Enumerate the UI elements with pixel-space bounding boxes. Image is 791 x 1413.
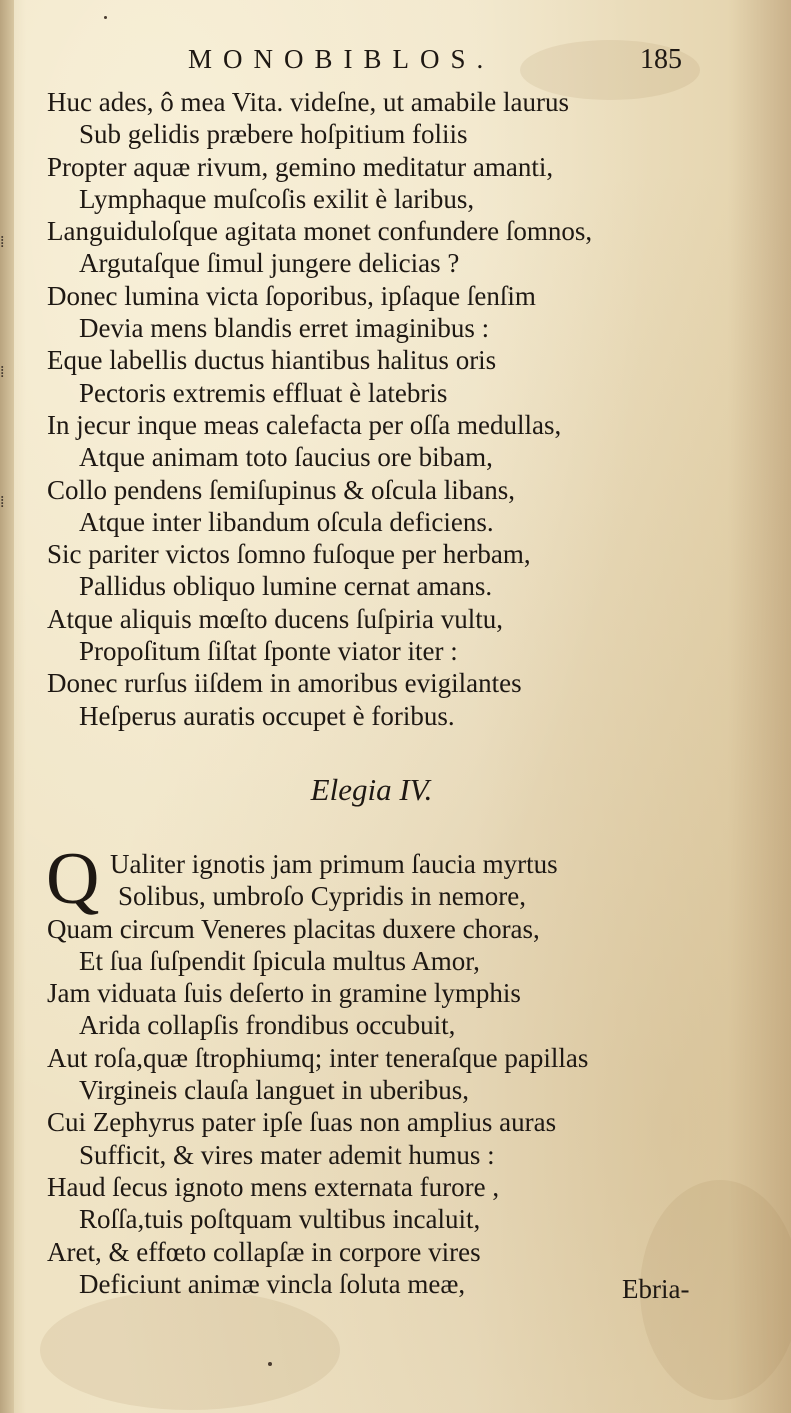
verse-line: Pectoris extremis effluat è latebris <box>79 377 448 408</box>
verse-line: Donec lumina victa ſoporibus, ipſaque ſenſim <box>47 280 536 311</box>
verse-line: Quam circum Veneres placitas duxere choras, <box>47 913 540 944</box>
verse-line: Roſſa,tuis poſtquam vultibus incaluit, <box>79 1204 481 1235</box>
verse-line: Atque animam toto ſaucius ore bibam, <box>79 442 493 473</box>
margin-mark: ⁞ <box>0 232 5 251</box>
drop-cap: Q <box>46 837 100 920</box>
verse-line: Huc ades, ô mea Vita. videſne, ut amabile laurus <box>47 87 569 117</box>
verse-line: Aret, & effœto collapſæ in corpore vires <box>47 1236 481 1267</box>
verse-line: Arida collapſis frondibus occubuit, <box>79 1010 456 1041</box>
margin-mark: ⁞ <box>0 492 5 511</box>
verse-line: Solibus, umbroſo Cypridis in nemore, <box>118 881 526 912</box>
page-stain <box>40 1290 340 1410</box>
verse-line: Et ſua ſuſpendit ſpicula multus Amor, <box>79 945 480 976</box>
verse-line: Lymphaque muſcoſis exilit è laribus, <box>79 183 475 214</box>
text-block <box>0 86 791 1300</box>
verse-line: Sub gelidis præbere hoſpitium foliis <box>79 119 468 150</box>
verse-line: Atque inter libandum oſcula deficiens. <box>79 506 494 537</box>
verse-line: Propoſitum ſiſtat ſponte viator iter : <box>79 636 458 667</box>
verse-line: Sufficit, & vires mater ademit humus : <box>79 1139 495 1170</box>
verse-line: Atque aliquis mœſto ducens ſuſpiria vultu, <box>47 603 503 634</box>
verse-line: Argutaſque ſimul jungere delicias ? <box>79 248 460 279</box>
page-header <box>0 44 791 84</box>
verse-line: Ualiter ignotis jam primum ſaucia myrtus <box>110 848 558 879</box>
section-heading-text: Elegia IV. <box>310 771 433 807</box>
verse-line: Pallidus obliquo lumine cernat amans. <box>79 571 493 602</box>
verse-line: Devia mens blandis erret imaginibus : <box>79 313 490 344</box>
verse-line: Cui Zephyrus pater ipſe ſuas non amplius auras <box>47 1107 557 1138</box>
verse-line: Collo pendens ſemiſupinus & oſcula libans, <box>47 474 515 505</box>
verse-line: Deficiunt animæ vincla ſoluta meæ, <box>79 1268 466 1299</box>
page-number: 185 <box>640 44 682 75</box>
verse-line: Heſperus auratis occupet è foribus. <box>79 700 455 731</box>
verse-line: Donec rurſus iiſdem in amoribus evigilantes <box>47 668 522 699</box>
verse-line: Jam viduata ſuis deſerto in gramine lymphis <box>47 978 521 1009</box>
verse-line: Eque labellis ductus hiantibus halitus oris <box>47 345 497 376</box>
verse-line: Sic pariter victos ſomno fuſoque per herbam, <box>47 539 531 570</box>
ink-speck <box>268 1362 272 1366</box>
verse-line: Aut roſa,quæ ſtrophiumq; inter teneraſque papillas <box>47 1042 589 1073</box>
verse-line: Languiduloſque agitata monet confundere ſomnos, <box>47 216 593 247</box>
verse-line: Propter aquæ rivum, gemino meditatur amanti, <box>47 151 554 182</box>
elegy-block <box>0 837 791 1300</box>
catchword: Ebria- <box>622 1274 690 1304</box>
verse-line: Virgineis clauſa languet in uberibus, <box>79 1075 470 1106</box>
verse-line: Haud ſecus ignoto mens externata furore , <box>47 1171 500 1202</box>
section-heading <box>0 732 791 848</box>
margin-mark: ⁞ <box>0 362 5 381</box>
running-head: MONOBIBLOS. <box>188 44 495 74</box>
verse-line: In jecur inque meas calefacta per oſſa medullas, <box>47 409 562 440</box>
ink-speck <box>104 16 107 19</box>
